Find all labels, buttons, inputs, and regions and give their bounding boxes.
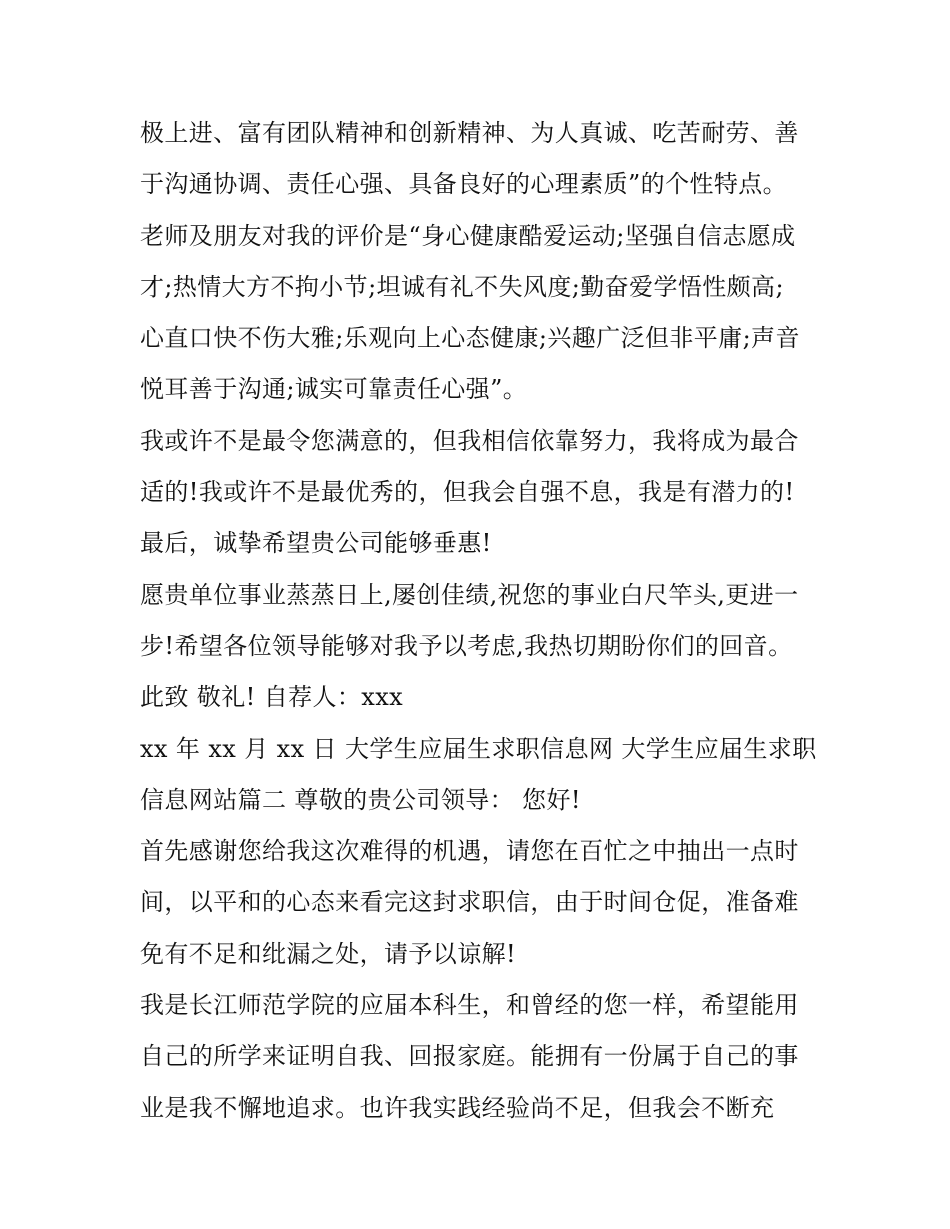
- text-line: 业是我不懈地追求。也许我实践经验尚不足，但我会不断充: [140, 1093, 775, 1122]
- text-line: 适的!我或许不是最优秀的，但我会自强不息，我是有潜力的!: [140, 478, 795, 507]
- text-line: xx 年 xx 月 xx 日 大学生应届生求职信息网 大学生应届生求职: [140, 734, 817, 763]
- text-line: 心直口快不伤大雅;乐观向上心态健康;兴趣广泛但非平庸;声音: [140, 324, 800, 353]
- text-line: 于沟通协调、责任心强、具备良好的心理素质”的个性特点。: [140, 170, 788, 199]
- text-line: 步!希望各位领导能够对我予以考虑,我热切期盼你们的回音。: [140, 631, 793, 660]
- text-line: 我或许不是最令您满意的，但我相信依靠努力，我将成为最合: [140, 426, 799, 455]
- text-line: 我是长江师范学院的应届本科生，和曾经的您一样，希望能用: [140, 991, 799, 1020]
- text-line: 悦耳善于沟通;诚实可靠责任心强”。: [140, 375, 528, 404]
- text-line: 首先感谢您给我这次难得的机遇，请您在百忙之中抽出一点时: [140, 837, 799, 866]
- text-line: 免有不足和纰漏之处，请予以谅解!: [140, 939, 517, 968]
- text-line: 老师及朋友对我的评价是“身心健康酷爱运动;坚强自信志愿成: [140, 221, 796, 250]
- text-line: 才;热情大方不拘小节;坦诚有礼不失风度;勤奋爱学悟性颇高;: [140, 272, 784, 301]
- text-line: 信息网站篇二 尊敬的贵公司领导： 您好!: [140, 785, 581, 814]
- text-line: 极上进、富有团队精神和创新精神、为人真诚、吃苦耐劳、善: [140, 119, 799, 147]
- text-line: 最后，诚挚希望贵公司能够垂惠!: [140, 529, 492, 558]
- text-line: 此致 敬礼! 自荐人：xxx: [140, 683, 404, 712]
- document-body: [140, 108, 820, 1134]
- text-line: 自己的所学来证明自我、回报家庭。能拥有一份属于自己的事: [140, 1042, 799, 1071]
- text-line: 愿贵单位事业蒸蒸日上,屡创佳绩,祝您的事业白尺竿头,更进一: [140, 580, 799, 609]
- text-line: 间，以平和的心态来看完这封求职信，由于时间仓促，准备难: [140, 888, 799, 917]
